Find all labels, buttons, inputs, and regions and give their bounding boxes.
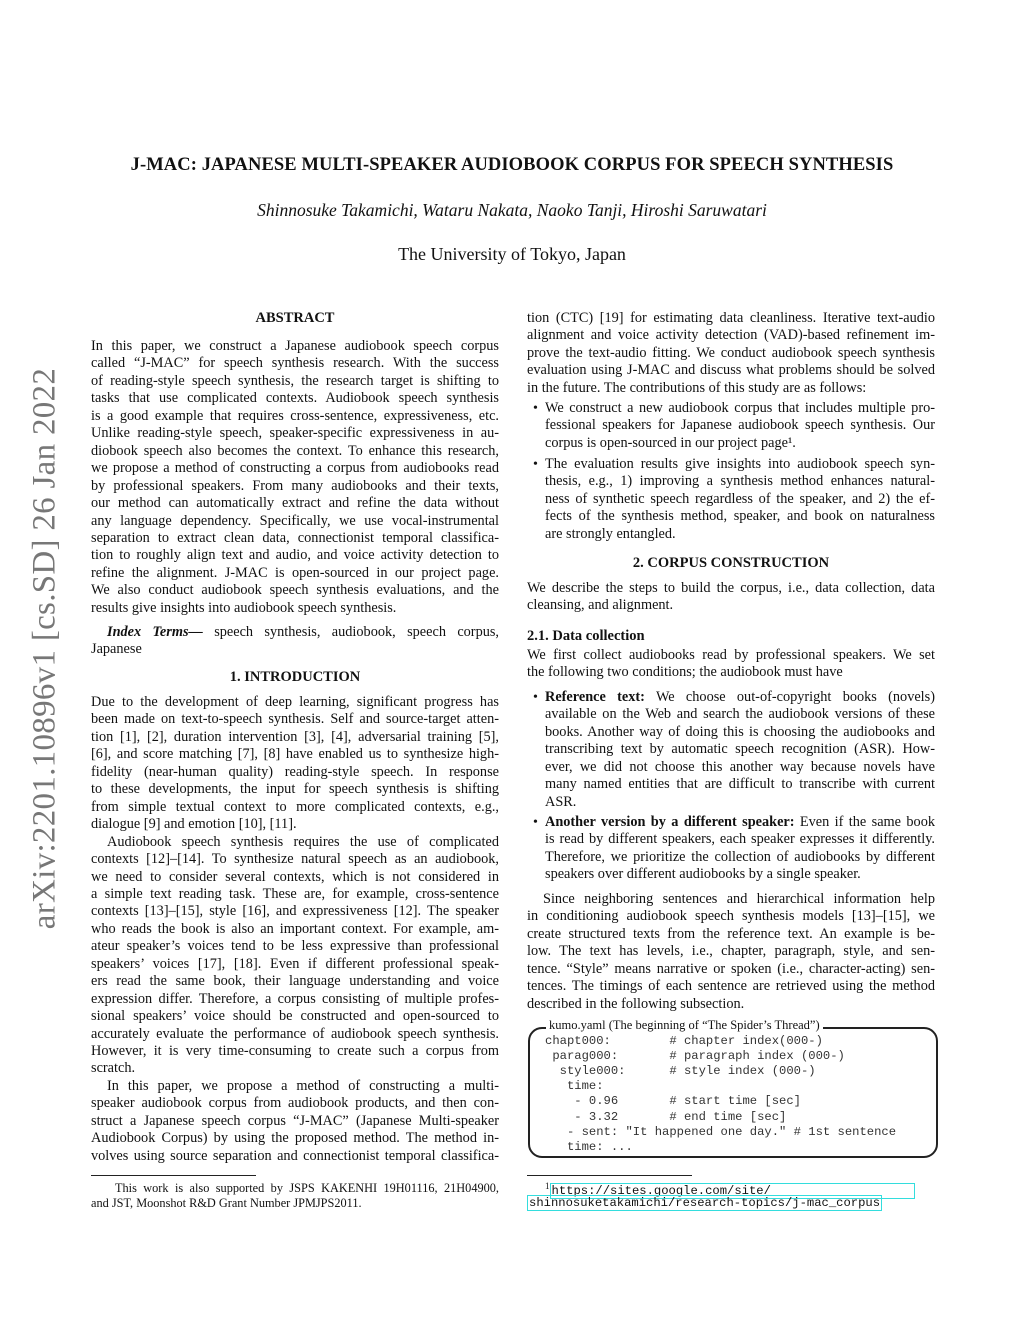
intro-line: struct a Japanese speech corpus “J-MAC” (Japanese Multi-speaker [91,1112,499,1129]
abstract-line: In this paper, we construct a Japanese audiobook speech corpus [91,338,499,354]
intro-line: evaluation using J-MAC and discuss what problems should be solved [527,362,935,379]
intro-heading: 1. INTRODUCTION [229,669,361,685]
intro-line: ers read the same book, their language understanding and voice [91,973,499,990]
paper-title: J-MAC: JAPANESE MULTI-SPEAKER AUDIOBOOK CORPUS FOR SPEECH SYNTHESIS [130,155,894,175]
abstract-heading: ABSTRACT [255,310,335,326]
condition-line: ever, we did not choose this another way because novels have [545,758,935,775]
condition-line: transcribing text by automatic speech recognition (ASR). How- [545,741,935,758]
condition-label: Reference text: [545,689,645,705]
code-line: style000: # style index (000-) [545,1064,816,1079]
condition-text: Even if the same book [794,814,935,830]
footnote-mark: 1 [545,1181,550,1191]
intro-line: a simple text reading task. These are, for example, cross-sentence [91,885,499,902]
intro-line: Due to the development of deep learning, significant progress has [91,694,499,710]
contribution-line: We construct a new audiobook corpus that includes multiple pro- [545,400,935,416]
structure-line: low. The text has levels, i.e., chapter, paragraph, style, and sen- [527,943,935,960]
abstract-line: by professional speakers. From many audiobooks and their texts, [91,477,499,494]
abstract-line: tasks that use complicated contexts. Audiobook speech synthesis [91,390,499,407]
intro-line: Audiobook Corpus) by using the proposed method. The method in- [91,1130,499,1147]
condition-line [545,814,935,831]
intro-line: tion [1], [2], duration intervention [3], [4], adversarial training [5], [91,728,499,745]
intro-line: accurately evaluate the performance of audiobook speech synthesis. [91,1025,499,1042]
intro-line: volves using source separation and connectionist temporal classifica- [91,1147,499,1164]
abstract-line: separation to extract clean data, connectionist temporal classifica- [91,529,499,546]
abstract-line: we propose a method of constructing a corpus from audiobooks read [91,460,499,477]
code-line: - 0.96 # start time [sec] [545,1094,801,1109]
index-terms [107,624,499,641]
condition-line: Therefore, we prioritize the collection of audiobooks by different [545,848,935,865]
code-line: - 3.32 # end time [sec] [545,1109,787,1124]
contribution-line: corpus is open-sourced in our project page¹. [545,434,796,451]
condition-line: is read by different speakers, each speaker expresses it differently. [545,831,935,848]
structure-line: described in the following subsection. [527,995,745,1012]
condition-line: books. Another way of doing this is choosing the audiobooks and [545,723,935,740]
intro-line: [6], and score matching [7], [8] have enabled us to synthesize high- [91,746,499,763]
authors: Shinnosuke Takamichi, Wataru Nakata, Naoko Tanji, Hiroshi Saruwatari [257,200,767,220]
intro-line: to these developments, the input for speech synthesis is shifting [91,781,499,798]
intro-line: tion (CTC) [19] for estimating data cleanliness. Iterative text-audio [527,310,935,326]
bullet-icon: • [533,457,538,472]
contribution-line: fessional speakers for Japanese audiobook speech synthesis. Our [545,417,935,434]
project-url-link-cont[interactable]: shinnosuketakamichi/research-topics/j-mac_corpus [529,1196,881,1210]
section2-line: cleansing, and alignment. [527,597,674,614]
condition-label: Another version by a different speaker: [545,814,795,830]
code-caption: kumo.yaml (The beginning of “The Spider’s Thread”) [546,1018,823,1033]
section21-heading: 2.1. Data collection [527,628,645,644]
abstract-line: is a good example that requires cross-sentence, expressiveness, etc. [91,407,499,424]
abstract-line: We also conduct audiobook speech synthesis evaluations, and the [91,582,499,599]
condition-line: speakers over different audiobooks by a single speaker. [545,866,861,883]
intro-line: prove the text-audio fitting. We conduct audiobook speech synthesis [527,344,935,361]
structure-line: Since neighboring sentences and hierarchical information help [543,891,935,907]
code-line: time: ... [545,1139,633,1154]
abstract-line: refine the alignment. J-MAC is open-sourced in our project page. [91,564,499,581]
intro-line: from simple textual context to more complicated contexts, e.g., [91,798,499,815]
code-line: chapt000: # chapter index(000-) [545,1034,823,1048]
arxiv-stamp: arXiv:2201.10896v1 [cs.SD] 26 Jan 2022 [26,367,63,930]
section2-line: We describe the steps to build the corpus, i.e., data collection, data [527,580,935,596]
intro-line: sional speakers’ voice should be constructed and open-sourced to [91,1008,499,1025]
footnote-rule-right [527,1175,692,1176]
intro-line: dialogue [9] and emotion [10], [11]. [91,816,297,833]
intro-line: expression differ. Therefore, a corpus consisting of multiple profes- [91,990,499,1007]
intro-line: we need to consider several contexts, which is not considered in [91,868,499,885]
code-line: time: [545,1079,604,1094]
condition-line: ASR. [545,793,577,810]
intro-line: fidelity (near-human quality) reading-style speech. In response [91,763,499,780]
abstract-line: results give insights into audiobook speech synthesis. [91,599,397,616]
code-line: - sent: "It happened one day." # 1st sentence [545,1124,897,1139]
condition-line: available on the Web and search the audiobook versions of these [545,706,935,723]
abstract-line: our method can automatically extract and refine the data without [91,495,499,512]
section2-heading: 2. CORPUS CONSTRUCTION [632,555,830,571]
structure-line: tence. “Style” means narrative or spoken (i.e., character-acting) sen- [527,960,935,977]
abstract-line: tion to roughly align text and audio, and voice activity detection to [91,547,499,564]
section21-line: We first collect audiobooks read by professional speakers. We set [527,647,935,663]
intro-line: However, it is very time-consuming to create such a corpus from [91,1043,499,1059]
structure-line: in conditioning audiobook speech synthesis models [13]–[15], we [527,908,935,925]
condition-line: many named entities that are difficult to transcribe with current [545,776,935,793]
abstract-line: called “J-MAC” for speech synthesis research. With the success [91,355,499,372]
contribution-line: The evaluation results give insights into audiobook speech syn- [545,456,935,472]
structure-line: tences. The timings of each sentence are retrieved using the method [527,978,935,995]
abstract-line: diobook speech also becomes the context. To enhance this research, [91,442,499,459]
index-terms-text: Japanese [91,641,142,658]
intro-line: alignment and voice activity detection (VAD)-based refinement im- [527,327,935,344]
condition-line [545,689,935,706]
intro-line: in the future. The contributions of this study are as follows: [527,379,867,396]
index-terms-text: speech synthesis, audiobook, speech corpus, [214,624,500,640]
footnote-rule [91,1175,256,1176]
affiliation: The University of Tokyo, Japan [398,244,626,264]
bullet-icon: • [533,690,538,705]
abstract-line: of reading-style speech synthesis, the research target is shifting to [91,372,499,389]
funding-footnote: This work is also supported by JSPS KAKENHI 19H01116, 21H04900, [115,1181,499,1195]
contribution-line: fects of the synthesis method, speaker, and book on naturalness [545,508,935,525]
intro-line: who reads the book is also an important context. For example, am- [91,920,499,937]
funding-footnote: and JST, Moonshot R&D Grant Number JPMJPS2011. [91,1196,362,1210]
intro-line: contexts [13]–[15], style [16], and expressiveness [12]. The speaker [91,903,499,920]
intro-line: Audiobook speech synthesis requires the use of complicated [107,833,499,850]
code-line: parag000: # paragraph index (000-) [545,1049,845,1064]
contribution-line: thesis, e.g., 1) improving a synthesis method enhances natural- [545,473,935,490]
intro-line: scratch. [91,1060,136,1077]
index-terms-label: Index Terms— [107,624,203,640]
intro-line: speakers’ voices [17], [18]. Even if different professional speak- [91,955,499,972]
condition-text: We choose out-of-copyright books (novels) [644,689,935,705]
intro-line: speaker audiobook corpus from audiobook products, and then con- [91,1095,499,1112]
project-url-link[interactable]: https://sites.google.com/site/ [550,1183,915,1199]
intro-line: ateur speaker’s voices tend to be less expressive than professional [91,938,499,955]
abstract-line: Unlike reading-style speech, speaker-specific expressiveness in au- [91,425,499,442]
intro-line: contexts [12]–[14]. To synthesize natural speech as an audiobook, [91,851,499,868]
section21-line: the following two conditions; the audiobook must have [527,664,843,681]
bullet-icon: • [533,401,538,416]
contribution-line: are strongly entangled. [545,525,676,542]
structure-line: create structured texts from the reference text. An example is be- [527,925,935,942]
intro-line: In this paper, we propose a method of constructing a multi- [107,1077,499,1094]
footnote-url-line2 [527,1195,882,1211]
contribution-line: ness of synthetic speech regardless of the speaker, and 2) the ef- [545,490,935,507]
bullet-icon: • [533,815,538,830]
intro-line: been made on text-to-speech synthesis. Self and source-target atten- [91,711,499,728]
abstract-line: any language dependency. Specifically, we use vocal-instrumental [91,512,499,529]
